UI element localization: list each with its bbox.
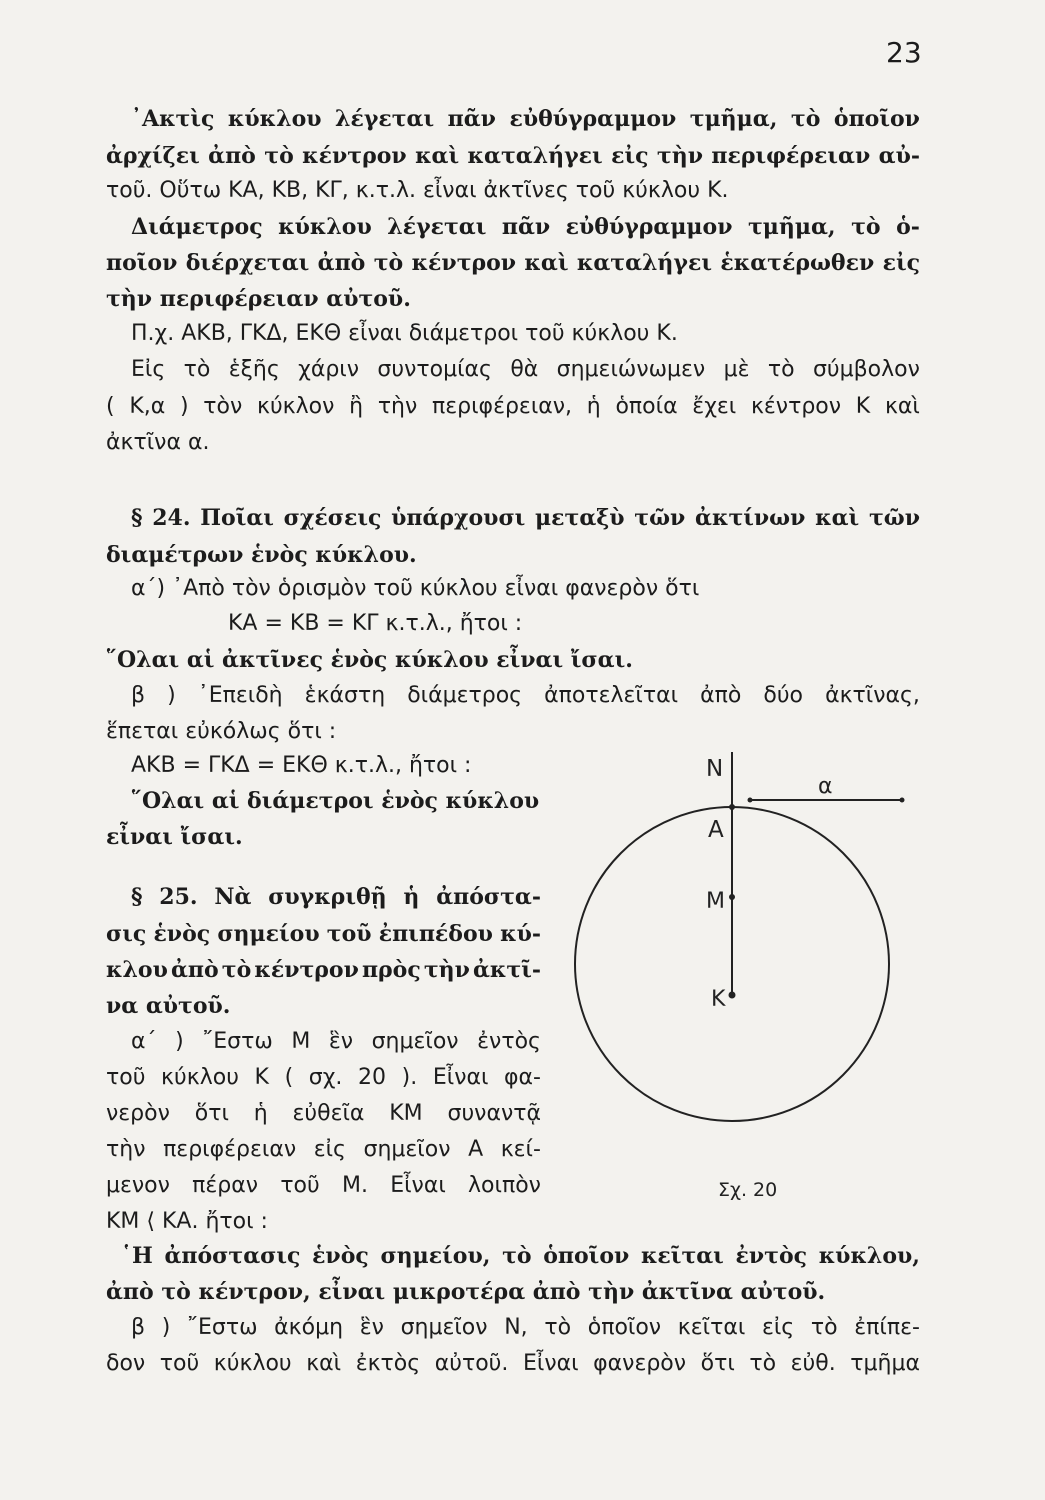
label-n: Ν	[706, 756, 724, 782]
section-heading-24-cont: διαμέτρων ἑνὸς κύκλου.	[106, 542, 417, 568]
text-line: Διάμετρος κύκλου λέγεται πᾶν εὐθύγραμμον τμῆμα, τὸ ὁ-	[131, 214, 920, 240]
figure-caption: Σχ. 20	[718, 1179, 778, 1201]
point-m	[729, 894, 735, 900]
point-a	[729, 804, 735, 810]
equation-line: ΚΑ = ΚΒ = ΚΓ κ.τ.λ., ἤτοι :	[228, 611, 523, 636]
statement-line: εἶναι ἴσαι.	[106, 824, 243, 850]
label-m: Μ	[706, 889, 725, 914]
point-k	[729, 992, 736, 999]
statement-line: ῾Η ἀπόστασις ἑνὸς σημείου, τὸ ὁποῖον κεῖται ἐντὸς κύκλου,	[121, 1243, 920, 1269]
text-line: ἕπεται εὐκόλως ὅτι :	[106, 719, 337, 744]
text-line: δον τοῦ κύκλου καὶ ἐκτὸς αὐτοῦ. Εἶναι φανερὸν ὅτι τὸ εὐθ. τμῆμα	[106, 1351, 920, 1376]
statement-line: ῞Ολαι αἱ ἀκτῖνες ἑνὸς κύκλου εἶναι ἴσαι.	[106, 647, 633, 673]
text-line: ( Κ,α ) τὸν κύκλον ἢ τὴν περιφέρειαν, ἡ ὁποία ἔχει κέντρον Κ καὶ	[106, 394, 920, 419]
equation-line: ΑΚΒ = ΓΚΔ = ΕΚΘ κ.τ.λ., ἤτοι :	[131, 753, 472, 778]
section-heading-25-cont: να αὐτοῦ.	[106, 993, 231, 1019]
text-line: ποῖον διέρχεται ἀπὸ τὸ κέντρον καὶ καταλήγει ἑκατέρωθεν εἰς	[106, 250, 920, 276]
segment-endpoint	[900, 798, 905, 803]
text-line: νερὸν ὅτι ἡ εὐθεῖα ΚΜ συναντᾷ	[106, 1101, 541, 1126]
section-heading-25-cont: σις ἑνὸς σημείου τοῦ ἐπιπέδου κύ-	[106, 921, 541, 947]
text-line: ᾿Ακτὶς κύκλου λέγεται πᾶν εὐθύγραμμον τμῆμα, τὸ ὁποῖον	[131, 106, 920, 132]
text-line: τοῦ κύκλου Κ ( σχ. 20 ). Εἶναι φα-	[106, 1065, 541, 1090]
text-line: τὴν περιφέρειαν αὐτοῦ.	[106, 286, 411, 312]
section-heading-25-cont: κλου ἀπὸ τὸ κέντρον πρὸς τὴν ἀκτῖ-	[106, 957, 541, 983]
text-line: τοῦ. Οὕτω ΚΑ, ΚΒ, ΚΓ, κ.τ.λ. εἶναι ἀκτῖνες τοῦ κύκλου Κ.	[106, 178, 729, 203]
label-alpha: α	[818, 774, 833, 799]
statement-line: ἀπὸ τὸ κέντρον, εἶναι μικροτέρα ἀπὸ τὴν ἀκτῖνα αὐτοῦ.	[106, 1279, 826, 1305]
text-line: α΄ ) ῎Εστω Μ ἓν σημεῖον ἐντὸς	[131, 1029, 541, 1054]
section-heading-24: § 24. Ποῖαι σχέσεις ὑπάρχουσι μεταξὺ τῶν ἀκτίνων καὶ τῶν	[131, 505, 920, 531]
label-k: Κ	[711, 987, 726, 1012]
text-line: ἀκτῖνα α.	[106, 430, 210, 455]
figure-20	[560, 740, 940, 1220]
text-line: τὴν περιφέρειαν εἰς σημεῖον Α κεί-	[106, 1137, 541, 1162]
statement-line: ῞Ολαι αἱ διάμετροι ἑνὸς κύκλου	[131, 788, 540, 814]
text-line: Εἰς τὸ ἑξῆς χάριν συντομίας θὰ σημειώνωμεν μὲ τὸ σύμβολον	[131, 357, 920, 382]
text-line: μενον πέραν τοῦ Μ. Εἶναι λοιπὸν	[106, 1173, 541, 1198]
text-line: ΚΜ ⟨ ΚΑ. ἤτοι :	[106, 1209, 268, 1234]
page-number: 23	[886, 36, 922, 69]
text-line: β ) ᾿Επειδὴ ἑκάστη διάμετρος ἀποτελεῖται ἀπὸ δύο ἀκτῖνας,	[131, 683, 920, 708]
segment-endpoint	[748, 798, 753, 803]
text-line: α΄) ᾿Απὸ τὸν ὁρισμὸν τοῦ κύκλου εἶναι φανερὸν ὅτι	[131, 576, 700, 601]
text-line: Π.χ. ΑΚΒ, ΓΚΔ, ΕΚΘ εἶναι διάμετροι τοῦ κύκλου Κ.	[131, 321, 678, 346]
label-a: Α	[708, 817, 724, 843]
text-line: β ) ῎Εστω ἀκόμη ἓν σημεῖον Ν, τὸ ὁποῖον κεῖται εἰς τὸ ἐπίπε-	[131, 1315, 920, 1340]
text-line: ἀρχίζει ἀπὸ τὸ κέντρον καὶ καταλήγει εἰς τὴν περιφέρειαν αὐ-	[106, 143, 920, 169]
section-heading-25: § 25. Νὰ συγκριθῇ ἡ ἀπόστα-	[131, 884, 541, 910]
